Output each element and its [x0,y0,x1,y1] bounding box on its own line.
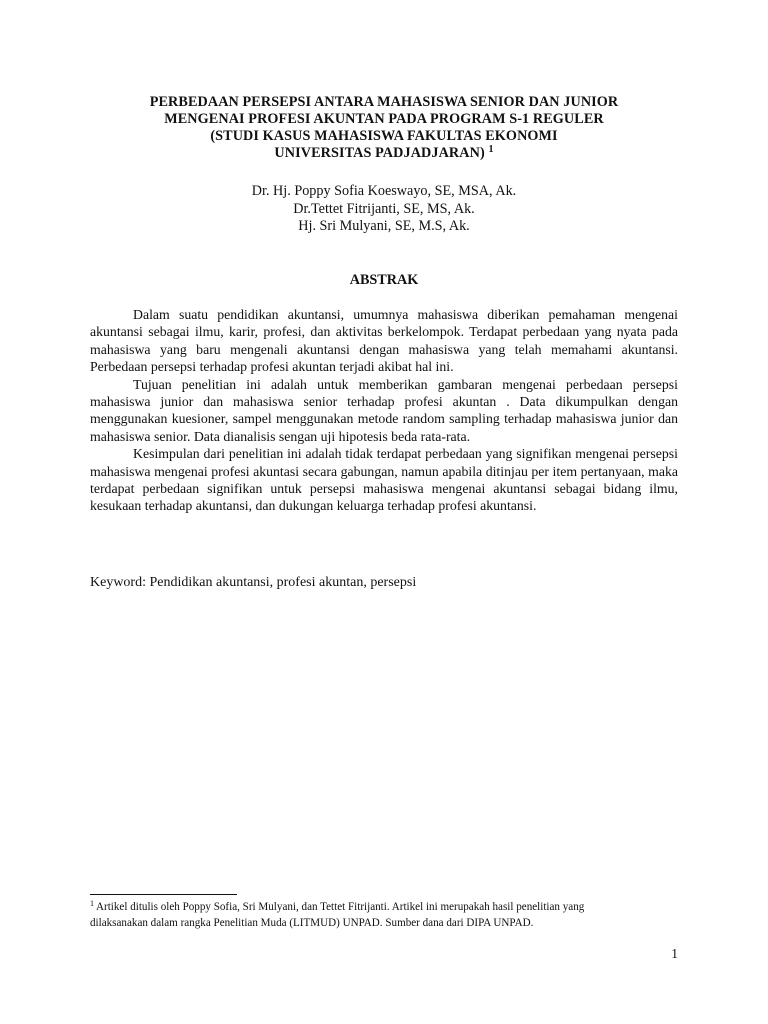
abstract-heading: ABSTRAK [349,272,419,288]
footnote-separator [90,894,237,895]
abstract-body [90,306,678,515]
title-footnote-marker: 1 [488,144,494,155]
author-name: Hj. Sri Mulyani, SE, M.S, Ak. [298,218,470,234]
author-name: Dr.Tettet Fitrijanti, SE, MS, Ak. [293,200,475,217]
abstract-paragraph: Kesimpulan dari penelitian ini adalah tidak terdapat perbedaan yang signifikan mengenai persepsi mahasiswa mengenai profesi akuntasi secara gabungan, namun apabila ditinjau per item pertanyaan, maka terdapat perbedaan signifikan untuk persepsi mahasiswa mengenai akuntansi sebagai bidang ilmu, kesukaan terhadap akuntansi, dan dukungan keluarga terhadap profesi akuntansi. [90,446,678,514]
title-line-last [90,145,678,162]
title-line: MENGENAI PROFESI AKUNTAN PADA PROGRAM S-1 REGULER [164,111,604,127]
title-line: (STUDI KASUS MAHASISWA FAKULTAS EKONOMI [210,128,558,144]
title-line: UNIVERSITAS PADJADJARAN) [274,145,485,161]
abstract-paragraph: Dalam suatu pendidikan akuntansi, umumnya mahasiswa diberikan pemahaman mengenai akuntansi sebagai ilmu, karir, profesi, dan aktivitas berkelompok. Terdapat perbedaan yang nyata pada mahasiswa yang baru mengenali akuntansi dengan mahasiswa yang telah memahami akuntansi. Perbedaan persepsi terhadap profesi akuntan terjadi akibat hal ini. [90,307,678,375]
author-name: Dr. Hj. Poppy Sofia Koeswayo, SE, MSA, Ak. [251,183,517,199]
footnote-text: dilaksanakan dalam rangka Penelitian Muda (LITMUD) UNPAD. Sumber dana dari DIPA UNPAD. [90,916,534,929]
paper-title [90,94,678,162]
footnote [90,900,678,931]
footnote-marker: 1 [90,899,94,908]
abstract-paragraph: Tujuan penelitian ini adalah untuk memberikan gambaran mengenai perbedaan persepsi mahasiswa junior dan mahasiswa senior terhadap profesi akuntan . Data dikumpulkan dengan menggunakan kuesioner, sampel menggunakan metode random sampling terhadap mahasiswa junior dan mahasiswa senior. Data dianalisis sengan uji hipotesis beda rata-rata. [90,376,678,444]
footnote-line-first [90,900,678,916]
title-line: PERBEDAAN PERSEPSI ANTARA MAHASISWA SENIOR DAN JUNIOR [149,94,619,110]
author-list [90,183,678,236]
keywords: Keyword: Pendidikan akuntansi, profesi akuntan, persepsi [90,575,417,590]
footnote-text: Artikel ditulis oleh Poppy Sofia, Sri Mulyani, dan Tettet Fitrijanti. Artikel ini merupakah hasil penelitian yang [96,901,585,913]
page-number: 1 [671,946,678,961]
